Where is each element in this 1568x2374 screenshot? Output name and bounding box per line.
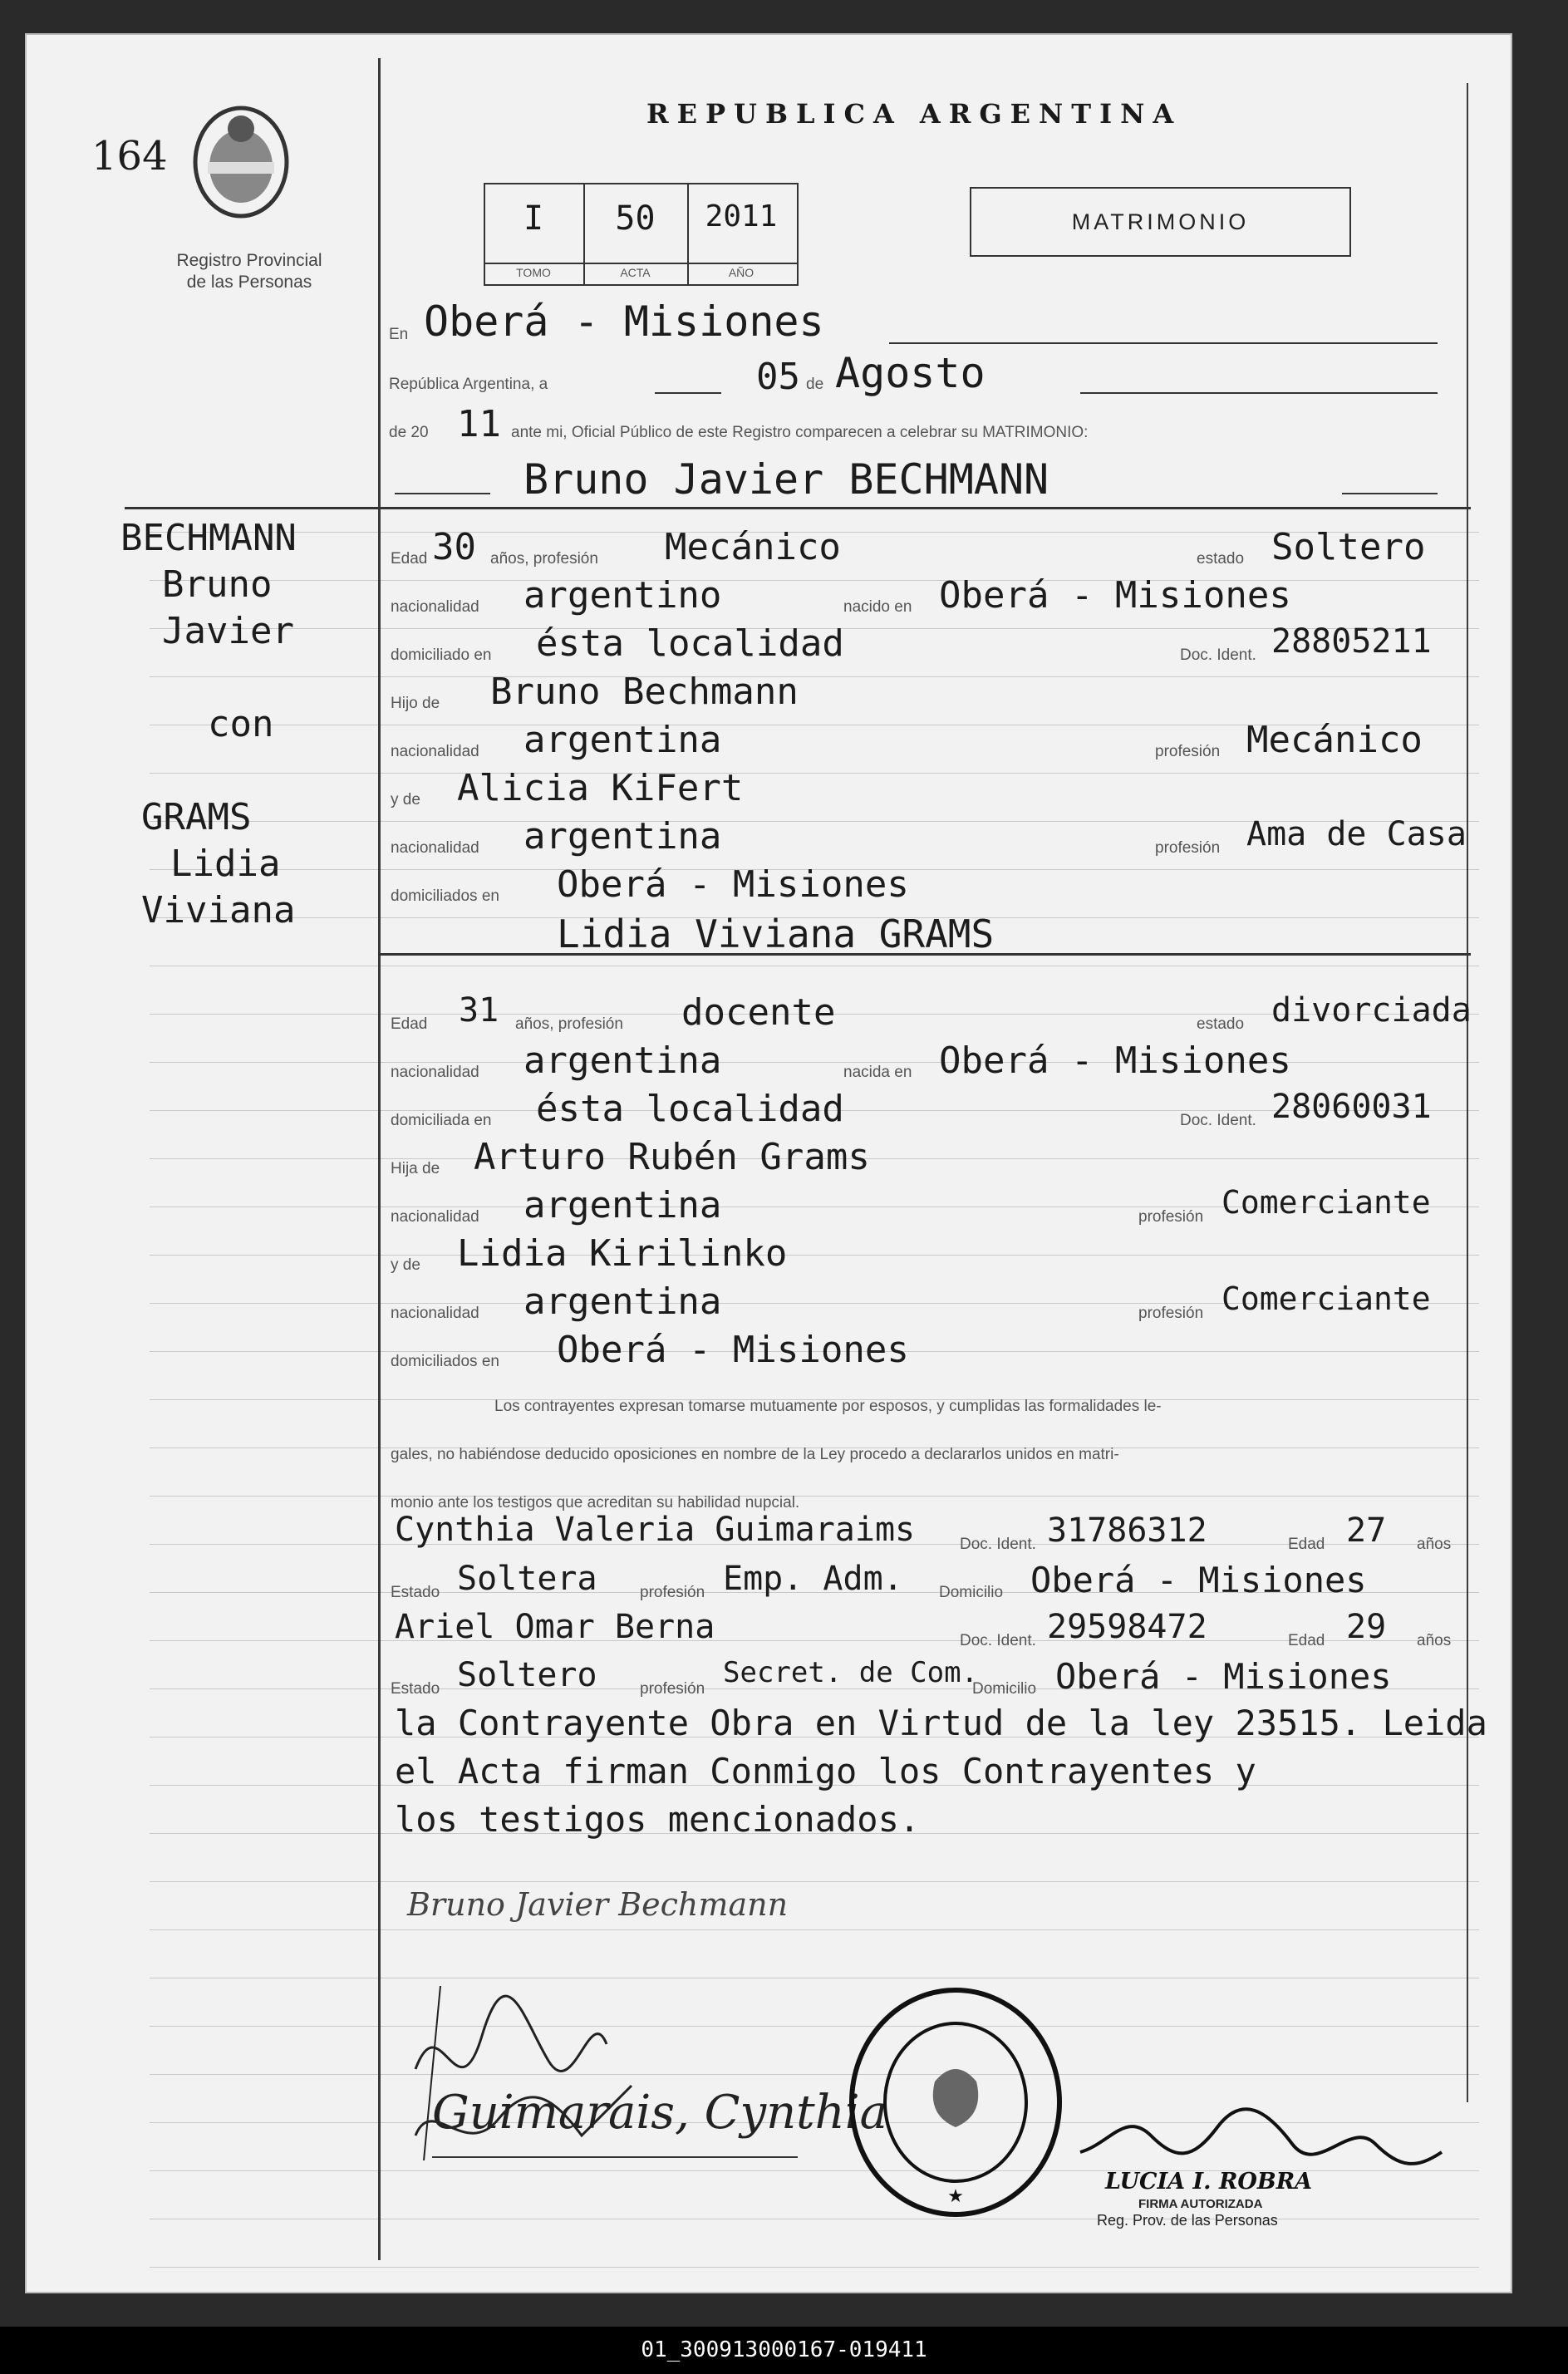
- groom-father-nationality: argentina: [523, 719, 722, 761]
- margin-connector: con: [208, 703, 274, 745]
- bride-father-profession: Comerciante: [1221, 1184, 1431, 1221]
- witness2-age: 29: [1346, 1608, 1387, 1646]
- bride-mother-profession: Comerciante: [1221, 1280, 1431, 1317]
- tomo-label: TOMO: [516, 266, 551, 279]
- label-estado: Estado: [391, 1680, 440, 1698]
- record-type: MATRIMONIO: [1071, 209, 1250, 234]
- officer-title: FIRMA AUTORIZADA: [1138, 2197, 1263, 2211]
- witness-signature: Guimarais, Cynthia: [432, 2086, 888, 2140]
- acta-value: 50: [615, 199, 656, 238]
- bride-father-nationality: argentina: [523, 1184, 722, 1226]
- bride-doc: 28060031: [1271, 1088, 1432, 1126]
- label-edad: Edad: [1288, 1632, 1325, 1649]
- bride-full-name: Lidia Viviana GRAMS: [557, 912, 995, 956]
- label-hija-de: Hija de: [391, 1160, 440, 1177]
- label-republica: República Argentina, a: [389, 376, 548, 393]
- label-domiciliados: domiciliados en: [391, 1353, 499, 1370]
- groom-status: Soltero: [1271, 526, 1426, 568]
- witness2-status: Soltero: [457, 1656, 597, 1694]
- label-nacida-en: nacida en: [843, 1064, 912, 1081]
- label-estado: estado: [1197, 550, 1245, 568]
- groom-full-name: Bruno Javier BECHMANN: [523, 455, 1049, 504]
- margin-groom-name1: Bruno: [162, 563, 273, 606]
- label-nacionalidad: nacionalidad: [391, 598, 479, 616]
- underline: [395, 493, 490, 494]
- ruled-line: [150, 773, 1479, 774]
- label-estado: Estado: [391, 1584, 440, 1601]
- bride-mother-nationality: argentina: [523, 1280, 722, 1323]
- label-estado: estado: [1197, 1015, 1245, 1033]
- witness2-name: Ariel Omar Berna: [395, 1608, 715, 1646]
- ruled-line: [150, 2267, 1479, 2268]
- groom-domicile: ésta localidad: [536, 622, 844, 665]
- office-line-1: Registro Provincial: [176, 251, 322, 270]
- label-nacionalidad: nacionalidad: [391, 1305, 479, 1322]
- groom-birthplace: Oberá - Misiones: [939, 574, 1291, 617]
- month-value: Agosto: [835, 349, 986, 397]
- label-domicilio: Domicilio: [972, 1680, 1037, 1698]
- bride-parents-domicile: Oberá - Misiones: [557, 1329, 909, 1371]
- label-profesion: profesión: [1155, 743, 1221, 760]
- label-nacionalidad: nacionalidad: [391, 743, 479, 760]
- closing-line-2: el Acta firman Conmigo los Contrayentes y: [395, 1751, 1256, 1792]
- closing-line-1: la Contrayente Obra en Virtud de la ley 23515. Leida: [395, 1703, 1487, 1743]
- margin-bride-surname: GRAMS: [141, 796, 252, 838]
- label-doc: Doc. Ident.: [960, 1632, 1036, 1649]
- ano-value: 2011: [705, 199, 778, 233]
- label-nacionalidad: nacionalidad: [391, 839, 479, 857]
- bride-birthplace: Oberá - Misiones: [939, 1040, 1291, 1082]
- label-hijo-de: Hijo de: [391, 695, 440, 712]
- bride-father: Arturo Rubén Grams: [474, 1136, 870, 1178]
- groom-profession: Mecánico: [665, 526, 841, 568]
- svg-text:★: ★: [947, 2185, 964, 2206]
- label-edad: Edad: [391, 550, 428, 568]
- label-domicilio: Domicilio: [939, 1584, 1004, 1601]
- register-page: [25, 33, 1512, 2293]
- ano-label: AÑO: [728, 266, 755, 279]
- bride-profession: docente: [681, 991, 836, 1034]
- label-doc: Doc. Ident.: [960, 1536, 1036, 1553]
- label-profesion: profesión: [1155, 839, 1221, 857]
- ruled-line: [150, 1640, 1479, 1641]
- underline: [1342, 493, 1438, 494]
- ruled-line: [150, 1255, 1479, 1256]
- label-domiciliada: domiciliada en: [391, 1112, 492, 1129]
- groom-father-profession: Mecánico: [1246, 719, 1423, 761]
- margin-bride-name1: Lidia: [170, 843, 281, 885]
- year-suffix: 11: [457, 403, 501, 445]
- ruled-line: [150, 676, 1479, 677]
- ruled-line: [150, 2026, 1479, 2027]
- groom-mother-nationality: argentina: [523, 815, 722, 858]
- groom-nationality: argentino: [523, 574, 722, 617]
- underline: [889, 342, 1438, 344]
- groom-parents-domicile: Oberá - Misiones: [557, 863, 909, 906]
- witness1-doc: 31786312: [1047, 1511, 1207, 1550]
- label-year: de 20: [389, 424, 429, 441]
- officer-name: LUCIA I. ROBRA: [1105, 2169, 1313, 2195]
- signature-underline: [432, 2156, 798, 2158]
- label-nacido-en: nacido en: [843, 598, 912, 616]
- country-title: REPUBLICA ARGENTINA: [646, 98, 1182, 130]
- witness1-status: Soltera: [457, 1560, 597, 1598]
- witness2-profession: Secret. de Com.: [723, 1656, 979, 1689]
- contractant-signatures: [391, 1969, 681, 2177]
- day-value: 05: [756, 356, 800, 398]
- record-box-divider: [484, 263, 797, 264]
- witness1-age: 27: [1346, 1511, 1387, 1550]
- witness2-domicile: Oberá - Misiones: [1055, 1656, 1392, 1697]
- declaration-line-1: Los contrayentes expresan tomarse mutuamente por esposos, y cumplidas las formalidades le-: [494, 1398, 1162, 1415]
- label-anos: años: [1417, 1536, 1452, 1553]
- underline: [1080, 392, 1438, 394]
- label-anos-profesion: años, profesión: [490, 550, 598, 568]
- label-de: de: [806, 376, 824, 393]
- label-doc: Doc. Ident.: [1180, 1112, 1256, 1129]
- right-border: [1467, 83, 1468, 2102]
- margin-bride-name2: Viviana: [141, 889, 296, 931]
- label-edad: Edad: [391, 1015, 428, 1033]
- margin-groom-name2: Javier: [162, 610, 294, 652]
- label-en: En: [389, 326, 409, 343]
- margin-groom-surname: BECHMANN: [120, 517, 297, 559]
- bride-status: divorciada: [1271, 991, 1472, 1030]
- place-value: Oberá - Misiones: [424, 297, 824, 346]
- closing-line-3: los testigos mencionados.: [395, 1799, 921, 1840]
- groom-mother: Alicia KiFert: [457, 767, 744, 809]
- label-nacionalidad: nacionalidad: [391, 1208, 479, 1226]
- label-y-de: y de: [391, 791, 420, 809]
- label-anos: años: [1417, 1632, 1452, 1649]
- officer-office: Reg. Prov. de las Personas: [1097, 2212, 1278, 2229]
- groom-mother-profession: Ama de Casa: [1246, 815, 1467, 853]
- declaration-line-3: monio ante los testigos que acreditan su habilidad nupcial.: [391, 1494, 800, 1511]
- bride-domicile: ésta localidad: [536, 1088, 844, 1130]
- witness1-profession: Emp. Adm.: [723, 1560, 903, 1598]
- acta-label: ACTA: [620, 266, 651, 279]
- label-profesion: profesión: [1138, 1208, 1204, 1226]
- intro-text: ante mi, Oficial Público de este Registro comparecen a celebrar su MATRIMONIO:: [511, 424, 1089, 441]
- margin-separator: [378, 58, 381, 2260]
- ruled-line: [150, 2074, 1479, 2075]
- office-line-2: de las Personas: [186, 273, 312, 292]
- groom-signature: Bruno Javier Bechmann: [407, 1886, 789, 1923]
- ruled-line: [150, 1929, 1479, 1930]
- registry-stamp: [843, 1982, 1068, 2223]
- label-profesion: profesión: [1138, 1305, 1204, 1322]
- witness1-name: Cynthia Valeria Guimaraims: [395, 1511, 916, 1549]
- label-edad: Edad: [1288, 1536, 1325, 1553]
- label-profesion: profesión: [640, 1584, 705, 1601]
- bride-mother: Lidia Kirilinko: [457, 1232, 788, 1275]
- label-anos-profesion: años, profesión: [515, 1015, 623, 1033]
- label-profesion: profesión: [640, 1680, 705, 1698]
- folio-number: 164: [91, 133, 168, 179]
- label-domiciliados: domiciliados en: [391, 887, 499, 905]
- label-domiciliado: domiciliado en: [391, 646, 492, 664]
- ruled-line: [150, 1496, 1479, 1497]
- underline: [655, 392, 721, 394]
- label-nacionalidad: nacionalidad: [391, 1064, 479, 1081]
- witness1-domicile: Oberá - Misiones: [1030, 1560, 1367, 1600]
- tomo-value: I: [523, 199, 544, 238]
- label-y-de: y de: [391, 1256, 420, 1274]
- coat-of-arms-icon: [179, 100, 303, 224]
- scan-footer: 01_300913000167-019411: [0, 2327, 1568, 2374]
- label-doc: Doc. Ident.: [1180, 646, 1256, 664]
- section-separator: [125, 507, 1471, 509]
- groom-age: 30: [432, 526, 476, 568]
- groom-doc: 28805211: [1271, 622, 1432, 661]
- bride-age: 31: [459, 991, 499, 1030]
- witness2-doc: 29598472: [1047, 1608, 1207, 1646]
- bride-nationality: argentina: [523, 1040, 722, 1082]
- declaration-line-2: gales, no habiéndose deducido oposiciones en nombre de la Ley procedo a declararlos unidos en matri-: [391, 1446, 1119, 1463]
- groom-father: Bruno Bechmann: [490, 671, 799, 713]
- ruled-line: [150, 1881, 1479, 1882]
